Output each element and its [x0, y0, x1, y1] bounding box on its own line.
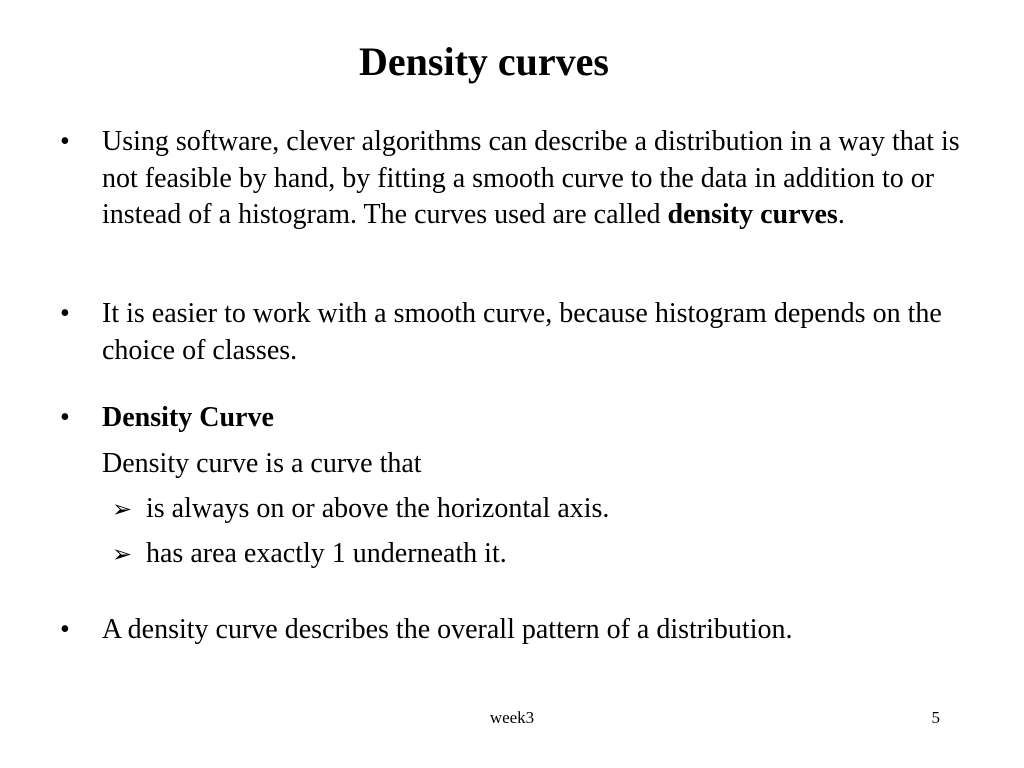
bullet-dot-icon: •: [60, 298, 70, 329]
bullet-text: [102, 124, 964, 234]
bullet-emphasis: density curves: [667, 199, 838, 230]
bullet-dot-icon: •: [60, 126, 70, 157]
arrow-bullet-icon: ➢: [112, 540, 133, 568]
footer-label: week3: [489, 708, 535, 727]
bullet-text-part: .: [837, 199, 845, 230]
slide-title: Density curves: [359, 39, 609, 84]
bullet-text-part: Using software, clever algorithms can describe a distribution in a way that is not feasible by hand, by fitting a smooth curve to the data in addition to or instead of a histogram. The curves used are called: [102, 126, 960, 230]
bullet-text: It is easier to work with a smooth curve, because histogram depends on the choice of classes.: [102, 298, 942, 366]
sub-bullet-text: is always on or above the horizontal axis.: [146, 493, 610, 524]
bullet-heading: Density Curve: [102, 402, 274, 433]
arrow-bullet-icon: ➢: [112, 495, 133, 523]
bullet-dot-icon: •: [60, 614, 70, 645]
sub-bullet-text: has area exactly 1 underneath it.: [146, 538, 507, 569]
page-number: 5: [931, 708, 940, 727]
bullet-text: A density curve describes the overall pattern of a distribution.: [102, 614, 793, 645]
bullet-dot-icon: •: [60, 402, 70, 433]
bullet-intro: Density curve is a curve that: [102, 448, 422, 479]
